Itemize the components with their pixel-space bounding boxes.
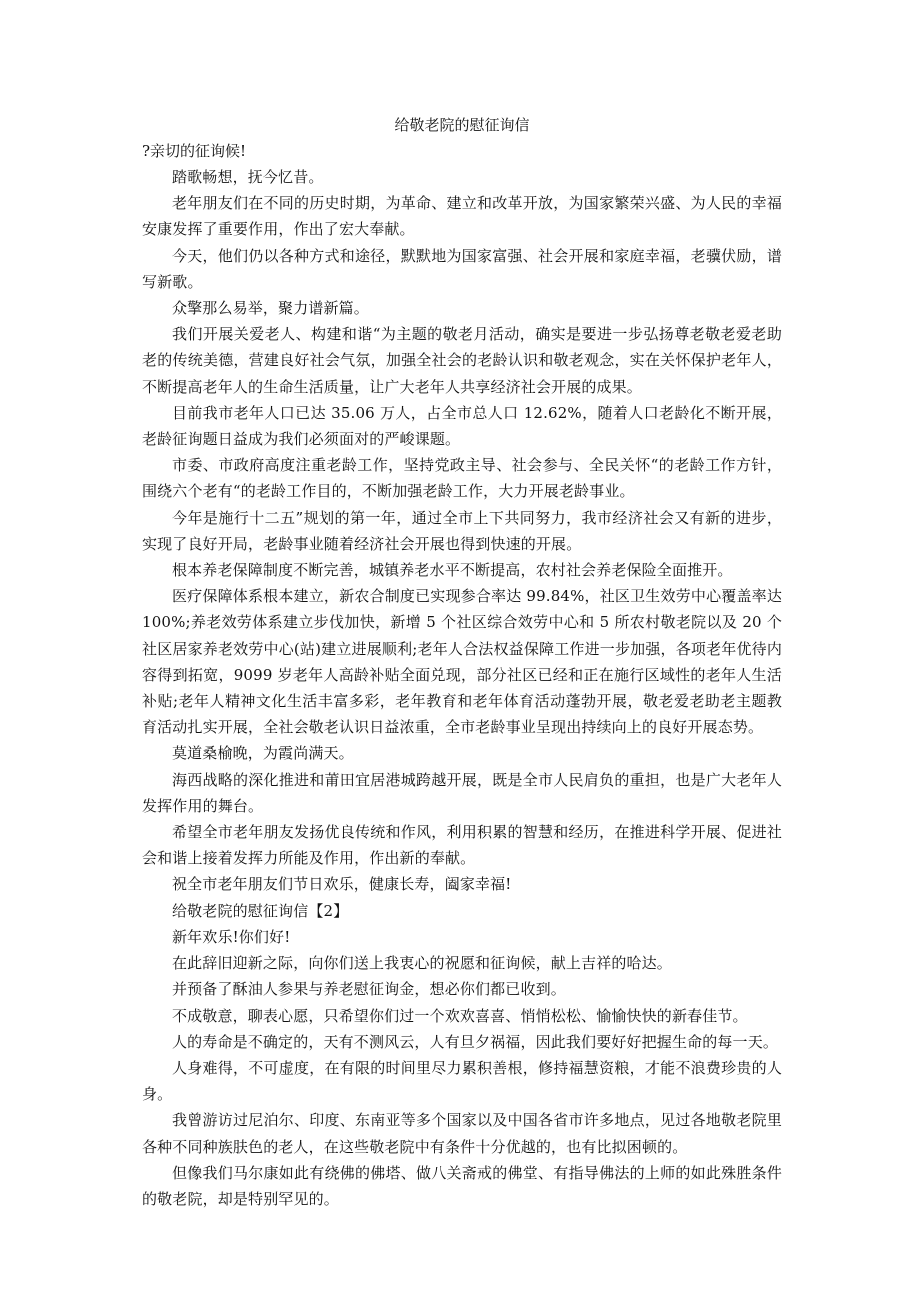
body-paragraph: 我们开展关爱老人、构建和谐“为主题的敬老月活动，确实是要进一步弘扬尊老敬老爱老助老的传统美德，营建良好社会气氛，加强全社会的老龄认识和敬老观念，实在关怀保护老年人，不断提高老年人的生命生活质量，让广大老年人共享经济社会开展的成果。 — [142, 325, 782, 396]
body-paragraph: 根本养老保障制度不断完善，城镇养老水平不断提高，农村社会养老保险全面推开。 — [172, 561, 733, 580]
body-paragraph: 老年朋友们在不同的历史时期，为革命、建立和改革开放，为国家繁荣兴盛、为人民的幸福安康发挥了重要作用，作出了宏大奉献。 — [142, 194, 782, 239]
body-paragraph: 但像我们马尔康如此有绕佛的佛塔、做八关斋戒的佛堂、有指导佛法的上师的如此殊胜条件的敬老院，却是特别罕见的。 — [142, 1163, 782, 1208]
body-paragraph: 不成敬意，聊表心愿，只希望你们过一个欢欢喜喜、悄悄松松、愉愉快快的新春佳节。 — [172, 1006, 748, 1025]
body-paragraph: 医疗保障体系根本建立，新农合制度已实现参合率达 99.84%，社区卫生效劳中心覆盖率达 100%;养老效劳体系建立步伐加快，新增 5 个社区综合效劳中心和 5 所农村敬老院以及 20 个社区居家养老效劳中心(站)建立进展顺利;老年人合法权益保障工作进一步加强，各项老年优待内容得到拓宽，9099 岁老年人高龄补贴全面兑现，部分社区已经和正在施行区域性的老年人生活补贴;老年人精神文化生活丰富多彩，老年教育和老年体育活动蓬勃开展，敬老爱老助老主题教育活动扎实开展，全社会敬老认识日益浓重，全市老龄事业呈现出持续向上的良好开展态势。 — [142, 587, 782, 737]
body-paragraph: 海西战略的深化推进和莆田宜居港城跨越开展，既是全市人民肩负的重担，也是广大老年人发挥作用的舞台。 — [142, 770, 782, 815]
body-paragraph: 今天，他们仍以各种方式和途径，默默地为国家富强、社会开展和家庭幸福，老骥伏励，谱写新歌。 — [142, 246, 782, 291]
body-paragraph: 今年是施行十二五”规划的第一年，通过全市上下共同努力，我市经济社会又有新的进步，实现了良好开局，老龄事业随着经济社会开展也得到快速的开展。 — [142, 508, 782, 553]
body-paragraph: 新年欢乐!你们好! — [172, 927, 291, 946]
body-paragraph: 给敬老院的慰征询信【2】 — [172, 901, 349, 920]
body-paragraph: 目前我市老年人口已达 35.06 万人，占全市总人口 12.62%，随着人口老龄化不断开展，老龄征询题日益成为我们必须面对的严峻课题。 — [142, 403, 782, 449]
body-paragraph: 希望全市老年朋友发扬优良传统和作风，利用积累的智慧和经历，在推进科学开展、促进社会和谐上接着发挥力所能及作用，作出新的奉献。 — [142, 823, 782, 868]
body-paragraph: 人的寿命是不确定的，天有不测风云，人有旦夕祸福，因此我们要好好把握生命的每一天。 — [172, 1032, 779, 1051]
body-paragraph: 在此辞旧迎新之际，向你们送上我衷心的祝愿和征询候，献上吉祥的哈达。 — [172, 954, 672, 973]
document-body — [142, 164, 782, 1212]
body-paragraph: 市委、市政府高度注重老龄工作，坚持党政主导、社会参与、全民关怀“的老龄工作方针，围绕六个老有“的老龄工作目的，不断加强老龄工作，大力开展老龄事业。 — [142, 456, 782, 501]
body-paragraph: 莫道桑榆晚，为霞尚满天。 — [172, 744, 354, 763]
body-paragraph: 祝全市老年朋友们节日欢乐，健康长寿，阖家幸福! — [172, 875, 512, 894]
body-paragraph: 并预备了酥油人参果与养老慰征询金，想必你们都已收到。 — [172, 980, 566, 999]
document-title: 给敬老院的慰征询信 — [394, 116, 530, 134]
body-paragraph: 我曾游访过尼泊尔、印度、东南亚等多个国家以及中国各省市许多地点，见过各地敬老院里各种不同种族肤色的老人，在这些敬老院中有条件十分优越的，也有比拟困顿的。 — [142, 1111, 782, 1156]
body-paragraph: 人身难得，不可虚度，在有限的时间里尽力累积善根，修持福慧资粮，才能不浪费珍贵的人身。 — [142, 1058, 782, 1104]
body-paragraph: 众擎那么易举，聚力谱新篇。 — [172, 299, 369, 318]
document-page — [142, 112, 782, 1212]
body-paragraph: 踏歌畅想，抚今忆昔。 — [172, 168, 324, 186]
salutation: ?亲切的征询候! — [142, 142, 247, 160]
